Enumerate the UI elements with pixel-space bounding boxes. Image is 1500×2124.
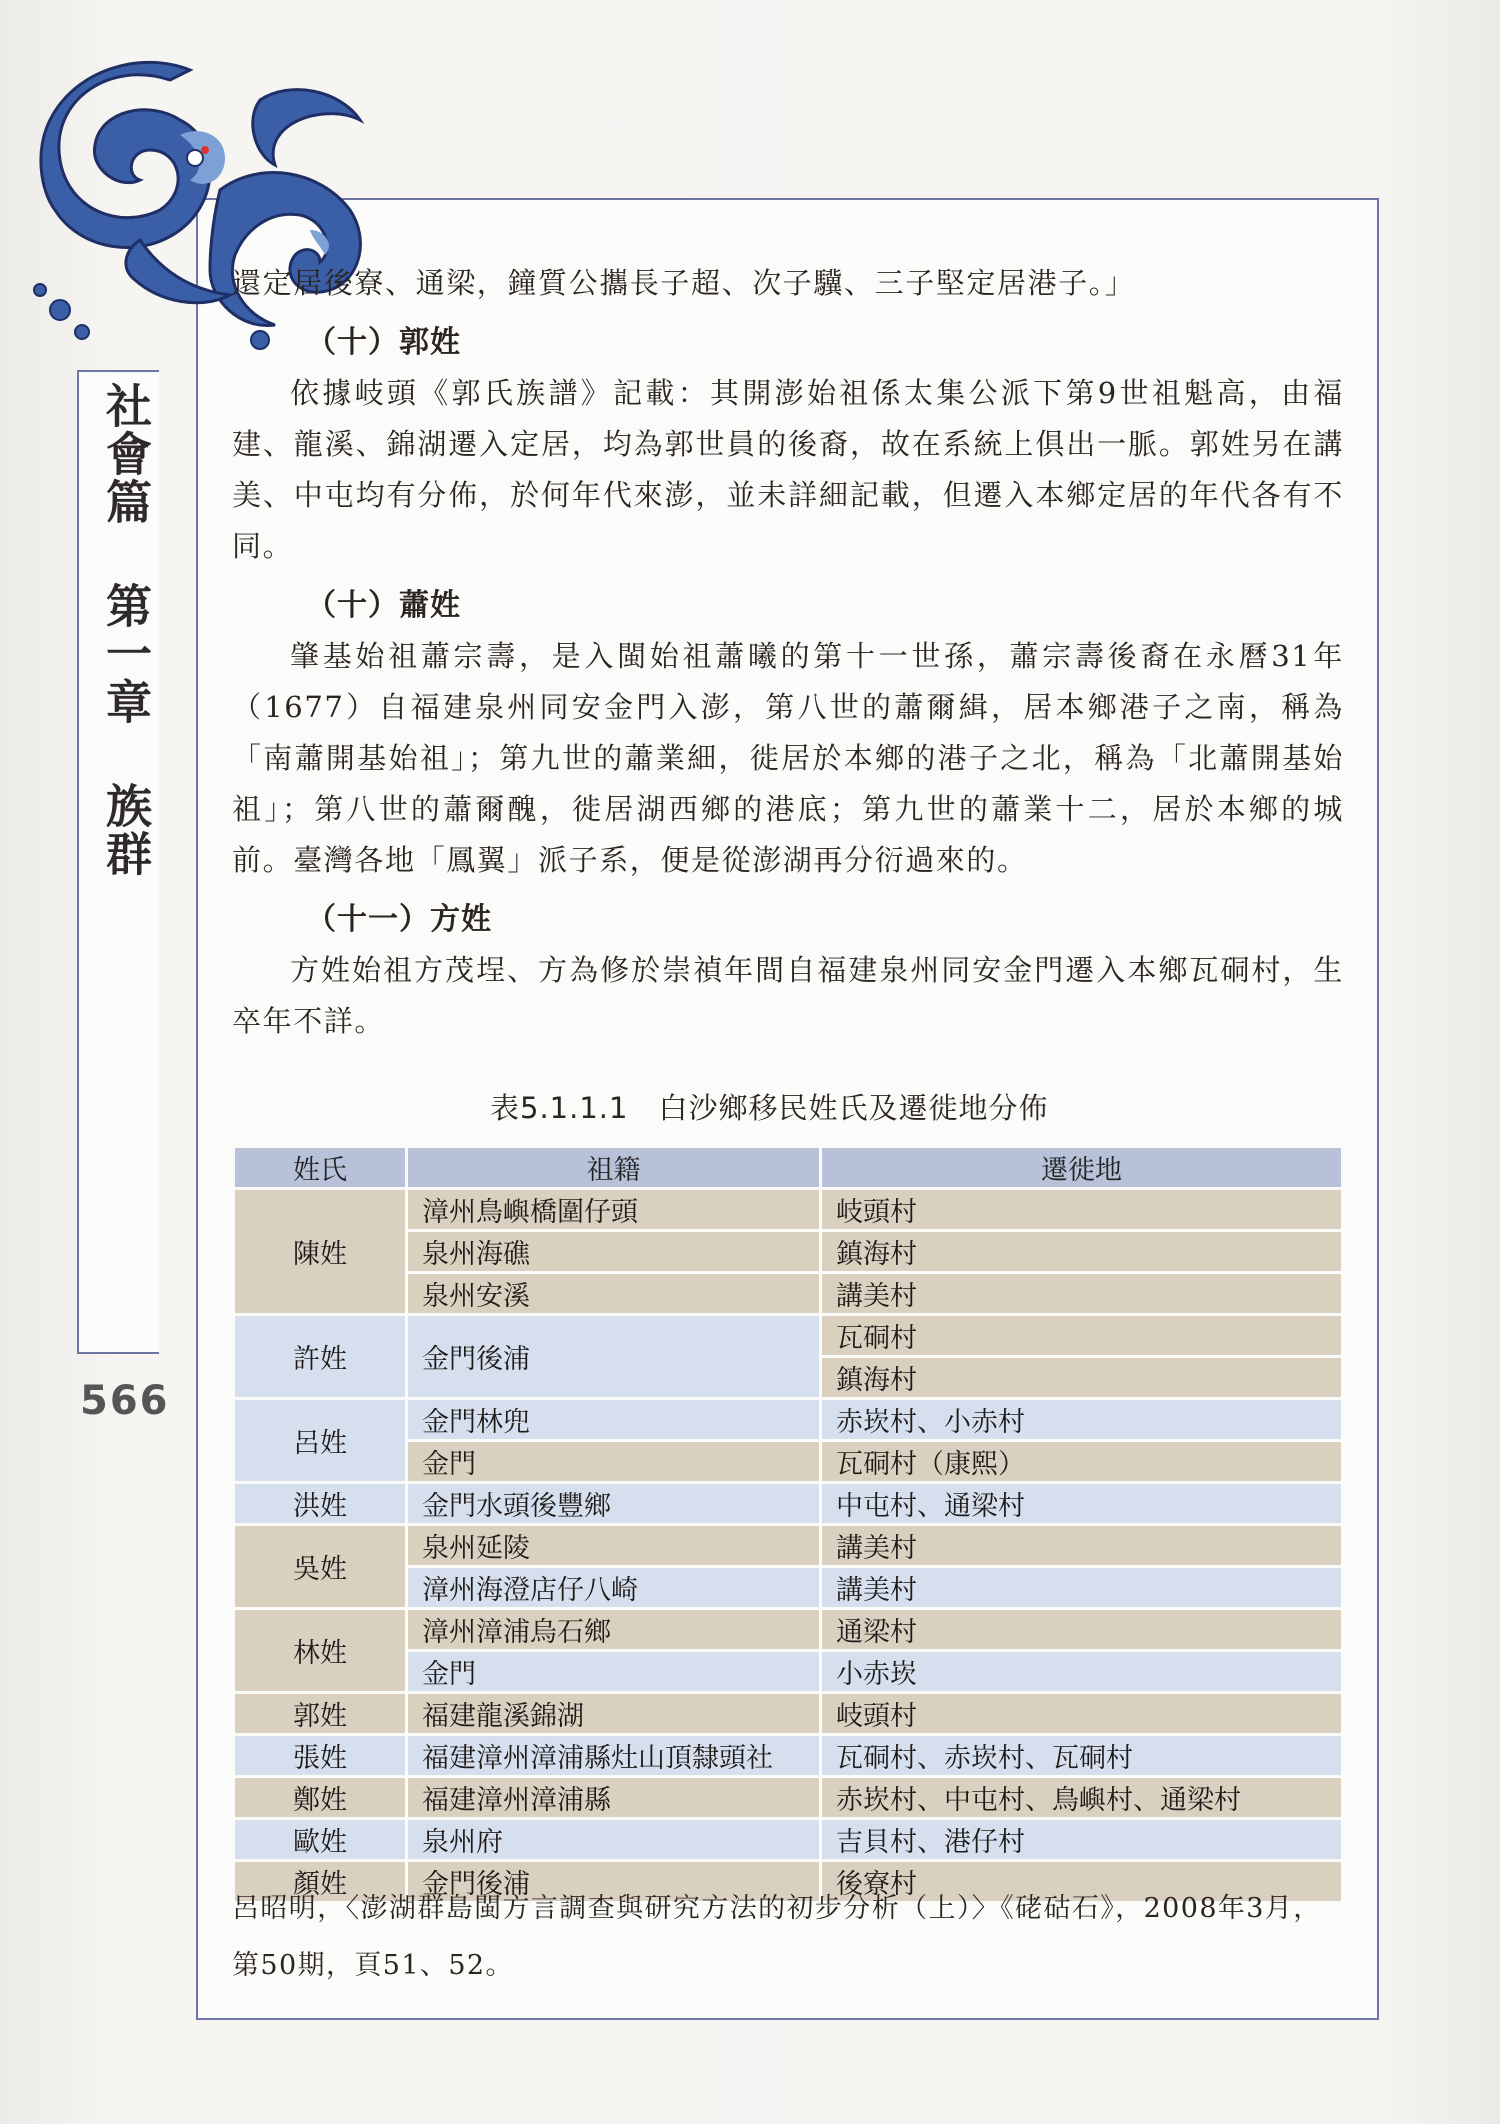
table-row <box>235 1610 1344 1652</box>
table-header-row <box>235 1148 1344 1190</box>
origin-cell: 漳州漳浦烏石鄉 <box>408 1610 822 1652</box>
table-row <box>235 1484 1344 1526</box>
paragraph-guo: 依據岐頭《郭氏族譜》記載：其開澎始祖係太集公派下第9世祖魁高，由福建、龍溪、錦湖遷入定居，均為郭世員的後裔，故在系統上俱出一脈。郭姓另在講美、中屯均有分佈，於何年代來澎，並未詳細記載，但遷入本鄉定居的年代各有不同。 <box>232 376 1344 563</box>
surname-cell: 陳姓 <box>235 1190 408 1316</box>
body-text <box>232 258 1344 1047</box>
destination-cell: 瓦硐村、赤崁村、瓦硐村 <box>822 1736 1344 1778</box>
migration-table <box>235 1148 1344 1904</box>
origin-cell: 泉州海礁 <box>408 1232 822 1274</box>
origin-cell: 金門後浦 <box>408 1862 822 1904</box>
destination-cell: 講美村 <box>822 1526 1344 1568</box>
column-header-surname: 姓氏 <box>235 1148 408 1190</box>
page-number: 566 <box>80 1378 170 1424</box>
surname-cell: 顏姓 <box>235 1862 408 1904</box>
destination-cell: 中屯村、通梁村 <box>822 1484 1344 1526</box>
origin-cell: 福建漳州漳浦縣灶山頂隸頭社 <box>408 1736 822 1778</box>
destination-cell: 小赤崁 <box>822 1652 1344 1694</box>
surname-cell: 鄭姓 <box>235 1778 408 1820</box>
origin-cell: 金門 <box>408 1442 822 1484</box>
table-row <box>235 1190 1344 1232</box>
surname-cell: 吳姓 <box>235 1526 408 1610</box>
destination-cell: 岐頭村 <box>822 1694 1344 1736</box>
origin-cell: 金門後浦 <box>408 1316 822 1400</box>
destination-cell: 鎮海村 <box>822 1358 1344 1400</box>
origin-cell: 金門林兜 <box>408 1400 822 1442</box>
chapter-side-label: 社會篇 第一章 族群 <box>99 382 153 878</box>
column-header-destination: 遷徙地 <box>822 1148 1344 1190</box>
table-row <box>235 1820 1344 1862</box>
table-row <box>235 1736 1344 1778</box>
destination-cell: 瓦硐村（康熙） <box>822 1442 1344 1484</box>
origin-cell: 泉州府 <box>408 1820 822 1862</box>
paragraph-continuation: 還定居後寮、通梁，鐘質公攜長子超、次子驥、三子堅定居港子。」 <box>232 266 1136 300</box>
table-row <box>235 1316 1344 1358</box>
destination-cell: 岐頭村 <box>822 1190 1344 1232</box>
destination-cell: 講美村 <box>822 1568 1344 1610</box>
origin-cell: 金門水頭後豐鄉 <box>408 1484 822 1526</box>
table-row <box>235 1400 1344 1442</box>
surname-cell: 呂姓 <box>235 1400 408 1484</box>
footnote: 呂昭明，〈澎湖群島閩方言調查與研究方法的初步分析（上）〉《硓𥑮石》，2008年3月，第50期，頁51、52。 <box>232 1893 1322 1981</box>
origin-cell: 福建龍溪錦湖 <box>408 1694 822 1736</box>
destination-cell: 赤崁村、小赤村 <box>822 1400 1344 1442</box>
paragraph-xiao: 肇基始祖蕭宗壽，是入閩始祖蕭曦的第十一世孫，蕭宗壽後裔在永曆31年（1677）自福建泉州同安金門入澎，第八世的蕭爾緝，居本鄉港子之南，稱為「南蕭開基始祖」；第九世的蕭業細，徙居於本鄉的港子之北，稱為「北蕭開基始祖」；第八世的蕭爾醜，徙居湖西鄉的港底；第九世的蕭業十二，居於本鄉的城前。臺灣各地「鳳翼」派子系，便是從澎湖再分衍過來的。 <box>232 639 1344 877</box>
origin-cell: 福建漳州漳浦縣 <box>408 1778 822 1820</box>
destination-cell: 講美村 <box>822 1274 1344 1316</box>
surname-cell: 張姓 <box>235 1736 408 1778</box>
column-header-origin: 祖籍 <box>408 1148 822 1190</box>
destination-cell: 通梁村 <box>822 1610 1344 1652</box>
surname-cell: 許姓 <box>235 1316 408 1400</box>
origin-cell: 泉州延陵 <box>408 1526 822 1568</box>
origin-cell: 金門 <box>408 1652 822 1694</box>
destination-cell: 鎮海村 <box>822 1232 1344 1274</box>
section-heading-guo: （十）郭姓 <box>306 325 461 360</box>
table-row <box>235 1778 1344 1820</box>
table-row <box>235 1526 1344 1568</box>
surname-cell: 洪姓 <box>235 1484 408 1526</box>
paragraph-fang: 方姓始祖方茂埕、方為修於崇禎年間自福建泉州同安金門遷入本鄉瓦硐村，生卒年不詳。 <box>232 953 1344 1038</box>
section-heading-xiao: （十）蕭姓 <box>306 588 461 623</box>
origin-cell: 漳州鳥嶼橋圍仔頭 <box>408 1190 822 1232</box>
surname-cell: 歐姓 <box>235 1820 408 1862</box>
destination-cell: 瓦硐村 <box>822 1316 1344 1358</box>
surname-cell: 林姓 <box>235 1610 408 1694</box>
destination-cell: 後寮村 <box>822 1862 1344 1904</box>
destination-cell: 吉貝村、港仔村 <box>822 1820 1344 1862</box>
origin-cell: 漳州海澄店仔八崎 <box>408 1568 822 1610</box>
surname-cell: 郭姓 <box>235 1694 408 1736</box>
destination-cell: 赤崁村、中屯村、鳥嶼村、通梁村 <box>822 1778 1344 1820</box>
table-row <box>235 1694 1344 1736</box>
table-title: 表5.1.1.1 白沙鄉移民姓氏及遷徙地分佈 <box>490 1091 1049 1125</box>
section-heading-fang: （十一）方姓 <box>306 902 492 937</box>
origin-cell: 泉州安溪 <box>408 1274 822 1316</box>
